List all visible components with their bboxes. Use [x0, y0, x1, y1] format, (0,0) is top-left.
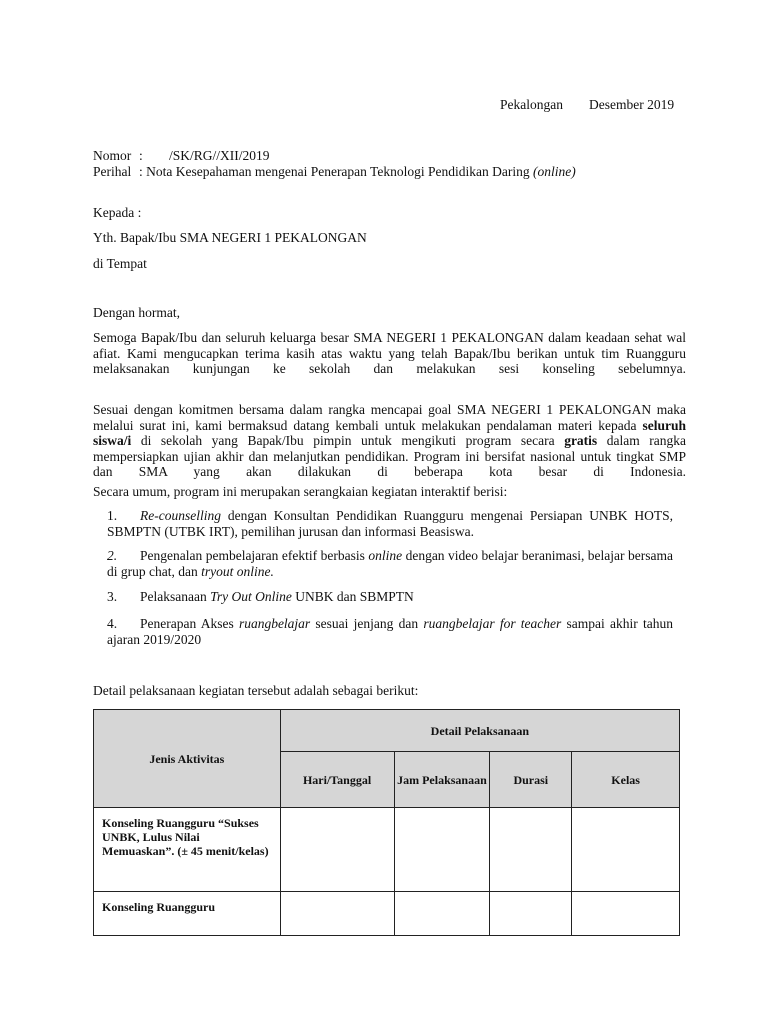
- paragraph-3: Secara umum, program ini merupakan serangkaian kegiatan interaktif berisi:: [93, 484, 508, 499]
- header-detail: Detail Pelaksanaan: [280, 710, 679, 752]
- recipient-name: Yth. Bapak/Ibu SMA NEGERI 1 PEKALONGAN: [93, 230, 367, 245]
- para2-bold-students: seluruh siswa/i: [93, 417, 686, 448]
- para2-text-a: Sesuai dengan komitmen bersama dalam rangka mencapai goal SMA NEGERI 1 PEKALONGAN maka melalui surat ini, kami bermaksud datang kembali untuk melakukan pendalaman materi kepada: [93, 402, 686, 433]
- header-activity: Jenis Aktivitas: [94, 710, 281, 808]
- list-italic: ruangbelajar for teacher: [423, 616, 562, 631]
- list-italic: Try Out Online: [210, 589, 292, 604]
- empty-cell: [490, 808, 572, 892]
- list-italic: Re-counselling: [140, 508, 221, 523]
- para2-bold-free: gratis: [564, 433, 598, 448]
- list-text: Pelaksanaan: [140, 589, 211, 604]
- greeting: Dengan hormat,: [93, 305, 180, 320]
- empty-cell: [394, 892, 490, 936]
- kepada-label: Kepada :: [93, 205, 142, 220]
- header-class: Kelas: [572, 752, 680, 808]
- list-item: [107, 616, 673, 647]
- nomor-value: /SK/RG//XII/2019: [169, 148, 270, 163]
- list-text: Penerapan Akses: [140, 616, 239, 631]
- header-duration: Durasi: [490, 752, 572, 808]
- list-item: [107, 508, 673, 539]
- letter-date: [500, 97, 674, 113]
- activity-cell: Konseling Ruangguru “Sukses UNBK, Lulus Nilai Memuaskan”. (± 45 menit/kelas): [94, 808, 281, 892]
- perihal-online: (online): [532, 164, 576, 179]
- empty-cell: [572, 892, 680, 936]
- list-italic: online: [368, 548, 403, 563]
- list-text: dengan Konsultan Pendidikan Ruangguru mengenai Persiapan UNBK HOTS, SBMPTN (UTBK IRT), pemilihan jurusan dan informasi Beasiswa.: [107, 508, 673, 539]
- header-time: Jam Pelaksanaan: [394, 752, 490, 808]
- perihal-label: Perihal: [93, 164, 132, 179]
- list-item: [107, 548, 673, 579]
- list-number: 3.: [107, 589, 118, 604]
- list-text: Pengenalan pembelajaran efektif berbasis: [140, 548, 369, 563]
- perihal-value: Nota Kesepahaman mengenai Penerapan Teknologi Pendidikan Daring: [146, 164, 530, 179]
- empty-cell: [280, 892, 394, 936]
- list-text: dengan video belajar beranimasi, belajar bersama di grup chat, dan: [107, 548, 673, 579]
- nomor-colon: :: [139, 148, 143, 163]
- list-number: 4.: [107, 616, 118, 631]
- nomor-label: Nomor: [93, 148, 132, 163]
- recipient-place: di Tempat: [93, 256, 147, 271]
- table-row: [94, 808, 680, 892]
- list-italic: ruangbelajar: [238, 616, 311, 631]
- letter-city: Pekalongan: [500, 97, 563, 112]
- empty-cell: [490, 892, 572, 936]
- list-item: [107, 589, 673, 605]
- para2-text-c: dalam rangka mempersiapkan ujian akhir dan melanjutkan pendidikan. Program ini bersifat nasional untuk tingkat SMP dan SMA yang akan dilakukan di beberapa kota besar di Indonesia.: [93, 433, 687, 479]
- perihal-line: [93, 164, 576, 180]
- empty-cell: [572, 808, 680, 892]
- letter-month-year: Desember 2019: [589, 97, 675, 112]
- list-text: sesuai jenjang dan: [310, 616, 424, 631]
- activity-table: [93, 709, 680, 936]
- list-text: sampai akhir tahun ajaran 2019/2020: [107, 616, 673, 647]
- paragraph-1: Semoga Bapak/Ibu dan seluruh keluarga besar SMA NEGERI 1 PEKALONGAN dalam keadaan sehat wal afiat. Kami mengucapkan terima kasih atas waktu yang telah Bapak/Ibu berikan untuk tim Ruangguru melaksanakan kunjungan ke sekolah dan melakukan sesi konseling sebelumnya.: [93, 330, 686, 376]
- list-number: 1.: [107, 508, 118, 523]
- list-italic: tryout online.: [201, 563, 274, 579]
- table-row: [94, 892, 680, 936]
- empty-cell: [394, 808, 490, 892]
- para2-text-b: di sekolah yang Bapak/Ibu pimpin untuk mengikuti program secara: [131, 433, 565, 448]
- paragraph-2: [93, 402, 686, 495]
- list-number: 2.: [107, 548, 118, 563]
- activity-cell: Konseling Ruangguru: [94, 892, 281, 936]
- nomor-line: [93, 148, 270, 164]
- detail-intro: Detail pelaksanaan kegiatan tersebut adalah sebagai berikut:: [93, 683, 419, 698]
- list-text: UNBK dan SBMPTN: [291, 589, 414, 604]
- header-day-date: Hari/Tanggal: [280, 752, 394, 808]
- perihal-colon: :: [139, 164, 147, 179]
- empty-cell: [280, 808, 394, 892]
